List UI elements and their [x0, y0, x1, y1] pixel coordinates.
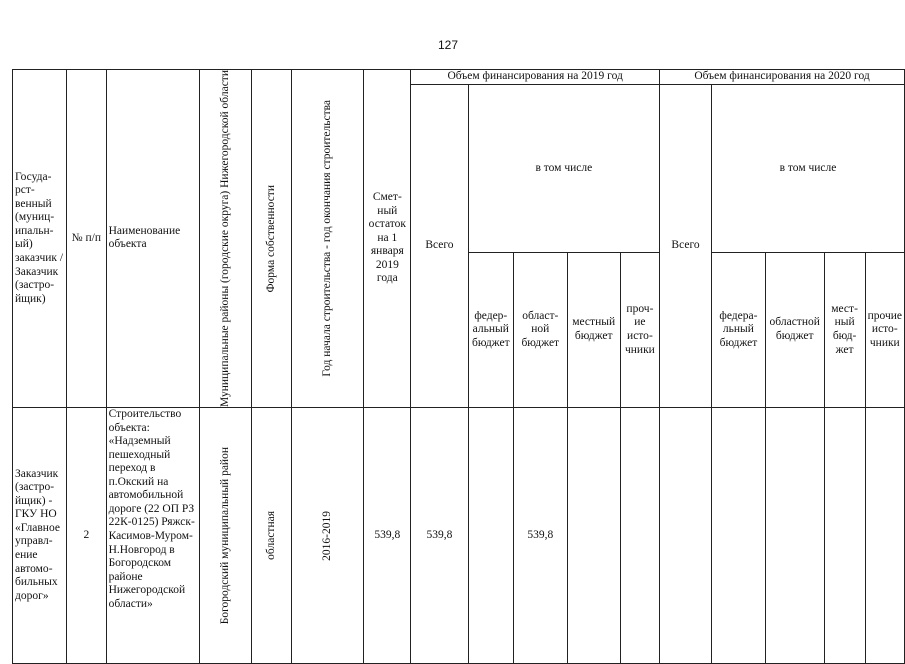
- row-federal-2019: [468, 407, 513, 663]
- row-customer: Заказчик (застройщик) - ГКУ НО «Главное управление автомобильных дорог»: [13, 407, 67, 663]
- header-years: Год начала строительства - год окончания строительства: [320, 100, 333, 377]
- header-federal-2019: федеральный бюджет: [468, 252, 513, 407]
- header-ownership-cell: [252, 70, 291, 408]
- header-district: Муниципальные районы (городские округа) Нижегородской области: [218, 70, 231, 407]
- header-district-cell: [200, 70, 252, 408]
- row-regional-2019: 539,8: [513, 407, 567, 663]
- row-district-cell: [200, 407, 252, 663]
- header-years-cell: [291, 70, 364, 408]
- header-incl-2020: в том числе: [712, 85, 905, 253]
- header-total-2020: Всего: [660, 85, 712, 408]
- row-other-2019: [620, 407, 659, 663]
- header-row-1: [13, 70, 905, 85]
- header-name: Наименование объекта: [106, 70, 200, 408]
- header-ownership: Форма собственности: [264, 184, 277, 293]
- header-local-2020: местный бюджет: [824, 252, 865, 407]
- header-other-2019: прочие источники: [620, 252, 659, 407]
- row-estimate: 539,8: [364, 407, 411, 663]
- financing-table: [12, 69, 905, 664]
- header-incl-2019: в том числе: [468, 85, 659, 253]
- row-ownership: областная: [264, 511, 277, 560]
- row-local-2019: [567, 407, 620, 663]
- table-row: [13, 407, 905, 663]
- header-regional-2020: областной бюджет: [765, 252, 824, 407]
- header-num: № п/п: [67, 70, 106, 408]
- row-local-2020: [824, 407, 865, 663]
- row-name: Строительство объекта: «Надземный пешеходный переход в п.Окский на автомобильной дороге (22 ОП РЗ 22К-0125) Ряжск-Касимов-Муром-Н.Новгород в Богородском районе Нижегородской области»: [106, 407, 200, 663]
- row-years-cell: [291, 407, 364, 663]
- header-total-2019: Всего: [411, 85, 468, 408]
- page-number: 127: [438, 38, 459, 52]
- header-fin-2020: Объем финансирования на 2020 год: [660, 70, 905, 85]
- header-fin-2019: Объем финансирования на 2019 год: [411, 70, 660, 85]
- header-federal-2020: федеральный бюджет: [712, 252, 766, 407]
- header-regional-2019: областной бюджет: [513, 252, 567, 407]
- row-regional-2020: [765, 407, 824, 663]
- row-other-2020: [865, 407, 904, 663]
- row-num: 2: [67, 407, 106, 663]
- row-total-2019: 539,8: [411, 407, 468, 663]
- row-district: Богородский муниципальный район: [218, 446, 231, 625]
- header-other-2020: прочие источники: [865, 252, 904, 407]
- row-ownership-cell: [252, 407, 291, 663]
- header-customer: Государственный (муниципальный) заказчик / Заказчик (застройщик): [13, 70, 67, 408]
- row-total-2020: [660, 407, 712, 663]
- header-local-2019: местный бюджет: [567, 252, 620, 407]
- row-years: 2016-2019: [320, 510, 333, 561]
- header-estimate: Сметный остаток на 1 января 2019 года: [364, 70, 411, 408]
- row-federal-2020: [712, 407, 766, 663]
